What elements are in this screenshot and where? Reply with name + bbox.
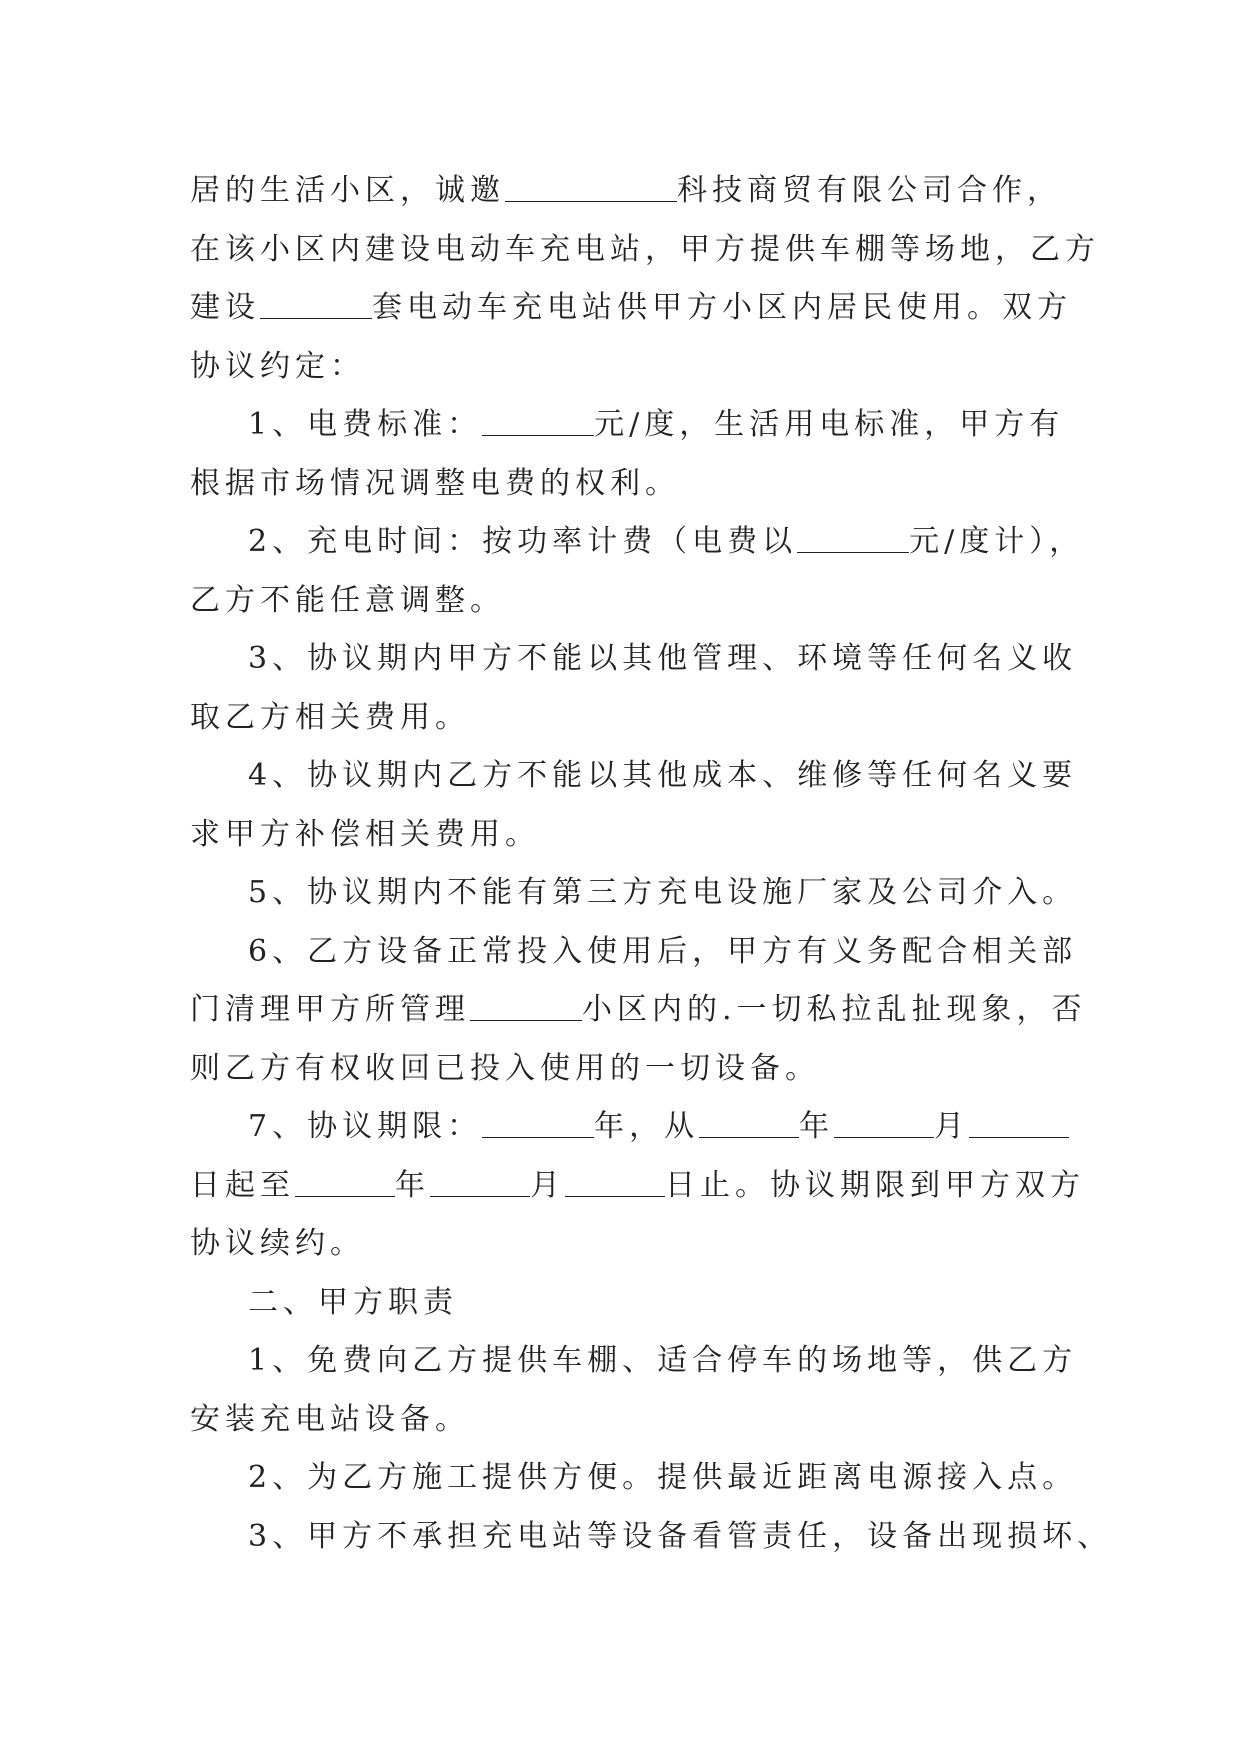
text-segment: 协议续约。 [190,1226,365,1261]
text-segment: 1、免费向乙方提供车棚、适合停车的场地等，供乙方 [248,1343,1078,1378]
text-line [190,689,1050,748]
text-segment: 日起至 [190,1167,295,1203]
text-line [190,279,1072,338]
fill-blank [482,1106,594,1136]
text-segment: 元/度，生活用电标准，甲方有 [594,407,1065,442]
section-heading [190,1274,1050,1333]
text-line [190,1157,1085,1216]
text-segment: 2、为乙方施工提供方便。提供最近距离电源接入点。 [248,1460,1078,1495]
text-segment: 安装充电站设备。 [190,1401,470,1437]
text-segment: 求甲方补偿相关费用。 [190,816,540,852]
text-line [190,923,1078,982]
fill-blank [505,170,677,200]
text-line [190,338,1050,397]
text-line [190,1098,1050,1157]
text-segment: 年 [395,1167,430,1203]
text-segment: 科技商贸有限公司合作， [677,173,1062,208]
fill-blank [565,1165,665,1195]
fill-blank [834,1106,934,1136]
text-line [190,572,1050,631]
text-segment: 2、充电时间：按功率计费（电费以 [248,524,798,559]
text-segment: 在该小区内建设电动车充电站，甲方提供车棚等场地，乙方 [190,231,1100,267]
fill-blank [470,989,582,1019]
text-segment: 根据市场情况调整电费的权利。 [190,465,680,501]
text-segment: 月 [934,1109,970,1144]
fill-blank [295,1165,395,1195]
fill-blank [430,1165,530,1195]
text-segment: 小区内的.一切私拉乱扯现象，否 [582,992,1087,1027]
text-line [190,747,1078,806]
text-line [190,1391,1050,1450]
fill-blank [797,521,909,551]
text-line [190,1215,1050,1274]
text-line [190,1332,1078,1391]
fill-blank [969,1106,1069,1136]
text-segment: 5、协议期内不能有第三方充电设施厂家及公司介入。 [248,875,1078,910]
text-segment: 二、甲方职责 [248,1284,458,1320]
text-line [190,221,1100,280]
text-segment: 建设 [190,290,260,325]
text-segment: 门清理甲方所管理 [190,992,470,1027]
text-line [190,162,1062,221]
text-segment: 取乙方相关费用。 [190,699,470,735]
text-segment: 日止。协议期限到甲方双方 [665,1167,1085,1203]
text-segment: 3、甲方不承担充电站等设备看管责任，设备出现损坏、 [248,1518,1113,1554]
text-line [190,806,1050,865]
text-segment: 4、协议期内乙方不能以其他成本、维修等任何名义要 [248,758,1078,793]
text-segment: 套电动车充电站供甲方小区内居民使用。双方 [372,290,1072,325]
fill-blank [699,1106,799,1136]
text-segment: 元/度计）， [909,524,1085,559]
text-line [190,513,1085,572]
text-line [190,1449,1078,1508]
agreement-body [190,162,1113,1566]
text-line [190,864,1078,923]
text-line [190,455,1050,514]
text-segment: 3、协议期内甲方不能以其他管理、环境等任何名义收 [248,641,1078,676]
text-segment: 年，从 [594,1109,700,1144]
text-line [190,630,1078,689]
text-segment: 居的生活小区，诚邀 [190,173,505,208]
text-segment: 则乙方有权收回已投入使用的一切设备。 [190,1050,820,1086]
text-line [190,396,1065,455]
text-segment: 1、电费标准： [248,407,483,442]
fill-blank [482,404,594,434]
text-segment: 月 [530,1167,565,1203]
text-segment: 7、协议期限： [248,1109,483,1144]
text-line [190,1040,1050,1099]
fill-blank [260,287,372,317]
text-segment: 协议约定： [190,348,365,384]
text-line [190,981,1087,1040]
text-segment: 乙方不能任意调整。 [190,582,505,618]
text-segment: 6、乙方设备正常投入使用后，甲方有义务配合相关部 [248,933,1078,969]
text-segment: 年 [799,1109,835,1144]
text-line [190,1508,1113,1567]
